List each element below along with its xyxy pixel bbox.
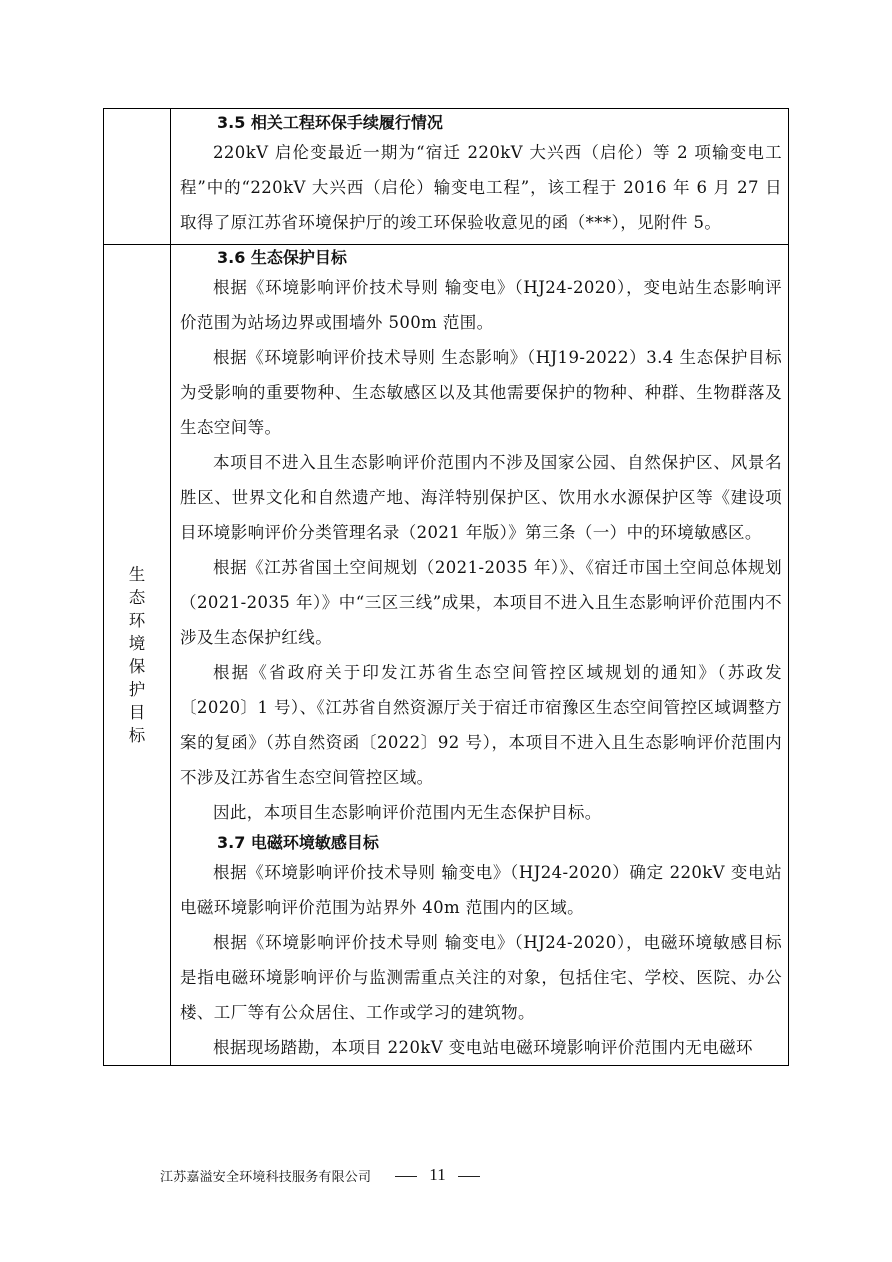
paragraph: 根据《环境影响评价技术导则 输变电》（HJ24-2020），电磁环境敏感目标是指电磁环境影响评价与监测需重点关注的对象，包括住宅、学校、医院、办公楼、工厂等有公众居住、工作或学习的建筑物。 [180,933,782,1022]
paragraph: 根据《江苏省国土空间规划（2021-2035 年）》、《宿迁市国土空间总体规划（2021-2035 年）》中“三区三线”成果，本项目不进入且生态影响评价范围内不涉及生态保护红线。 [180,558,782,647]
paragraph: 本项目不进入且生态影响评价范围内不涉及国家公园、自然保护区、风景名胜区、世界文化和自然遗产地、海洋特别保护区、饮用水水源保护区等《建设项目环境影响评价分类管理名录（2021 年版）》第三条（一）中的环境敏感区。 [180,453,782,542]
table-row-section-3-5 [104,109,788,244]
paragraph: 根据《环境影响评价技术导则 生态影响》（HJ19-2022）3.4 生态保护目标为受影响的重要物种、生态敏感区以及其他需要保护的物种、种群、生物群落及生态空间等。 [180,348,782,437]
dash-decoration [395,1176,417,1177]
page-footer [160,1163,480,1187]
content-table [103,108,789,1066]
row-label-ecological-protection-target: 生态环境保护目标 [128,565,146,745]
paragraph: 220kV 启伦变最近一期为“宿迁 220kV 大兴西（启伦）等 2 项输变电工程”中的“220kV 大兴西（启伦）输变电工程”，该工程于 2016 年 6 月 27 日取得了原江苏省环境保护厅的竣工环保验收意见的函（***），见附件 5。 [180,143,782,232]
row-label-cell [104,245,171,1065]
page-number-block [395,1165,480,1185]
table-row-ecological-protection [104,244,788,1065]
dash-decoration [458,1176,480,1177]
paragraph: 根据《环境影响评价技术导则 输变电》（HJ24-2020），变电站生态影响评价范围为站场边界或围墙外 500m 范围。 [180,278,782,332]
row-label-cell-empty [104,109,171,244]
section-heading-3-6: 3.6 生态保护目标 [217,247,347,267]
row-content-cell [171,245,788,1065]
paragraph: 根据《省政府关于印发江苏省生态空间管控区域规划的通知》（苏政发〔2020〕1 号）、《江苏省自然资源厅关于宿迁市宿豫区生态空间管控区域调整方案的复函》（苏自然资函〔2022〕92 号），本项目不进入且生态影响评价范围内不涉及江苏省生态空间管控区域。 [180,663,782,787]
paragraph: 因此，本项目生态影响评价范围内无生态保护目标。 [213,803,602,822]
footer-company-name: 江苏嘉溢安全环境科技服务有限公司 [160,1169,372,1185]
section-heading-3-5: 3.5 相关工程环保手续履行情况 [217,112,443,132]
page-number: 11 [429,1165,446,1184]
section-heading-3-7: 3.7 电磁环境敏感目标 [217,832,379,852]
paragraph: 根据现场踏勘，本项目 220kV 变电站电磁环境影响评价范围内无电磁环 [213,1038,753,1057]
paragraph: 根据《环境影响评价技术导则 输变电》（HJ24-2020）确定 220kV 变电站电磁环境影响评价范围为站界外 40m 范围内的区域。 [180,863,782,917]
row-content-cell [171,109,788,244]
